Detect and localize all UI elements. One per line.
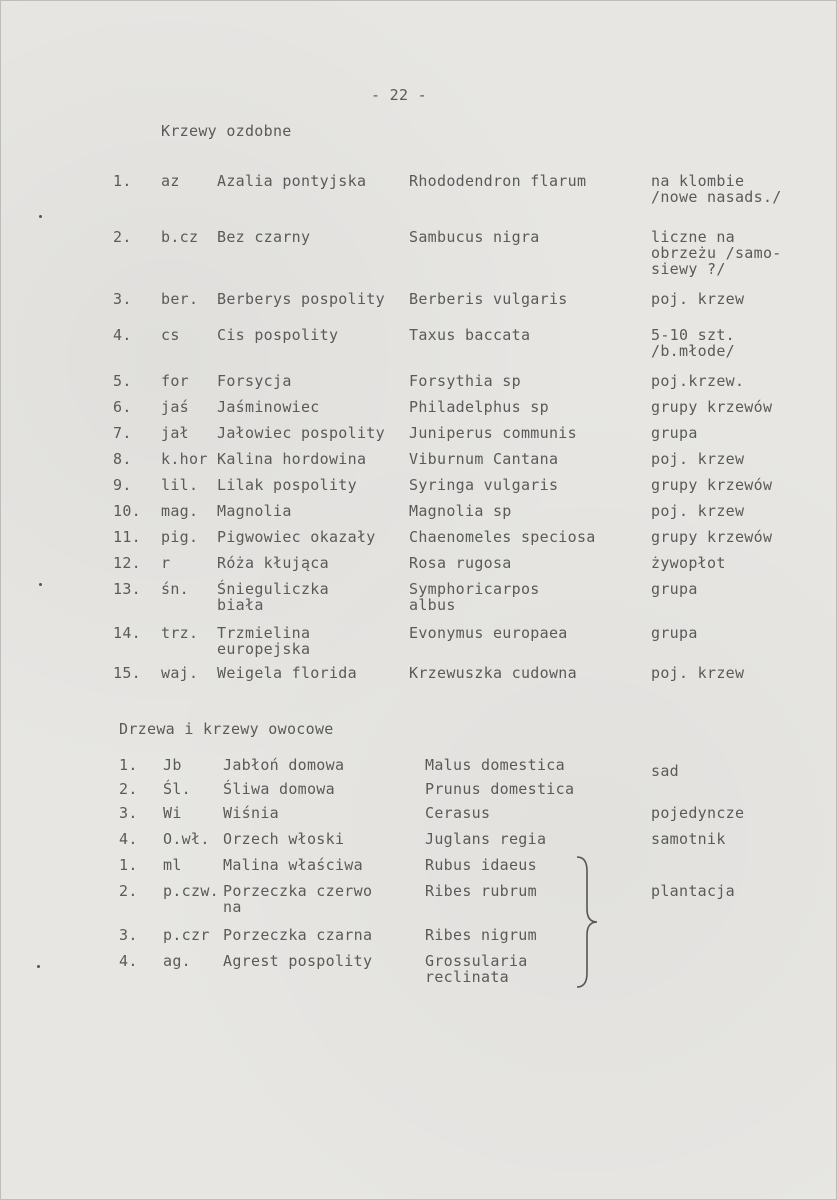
shrub-pl-cell: Śnieguliczka — [217, 580, 329, 598]
shrub-abbr-cell: lil. — [161, 476, 199, 494]
shrub-note-cell: żywopłot — [651, 554, 726, 572]
fruit-abbr-cell: Jb — [163, 756, 182, 774]
fruit-pl-cell: na — [223, 898, 242, 916]
shrub-abbr-cell: r — [161, 554, 171, 572]
fruit-note-cell: plantacja — [651, 882, 735, 900]
fruit-abbr-cell: Wi — [163, 804, 182, 822]
shrub-num-cell: 5. — [113, 372, 132, 390]
shrub-abbr-cell: mag. — [161, 502, 199, 520]
shrub-num-cell: 9. — [113, 476, 132, 494]
shrub-abbr-cell: śn. — [161, 580, 189, 598]
shrub-pl-cell: europejska — [217, 640, 311, 658]
fruit-pl-cell: Orzech włoski — [223, 830, 345, 848]
shrub-note-cell: grupy krzewów — [651, 398, 773, 416]
fruit-abbr-cell: Śl. — [163, 780, 191, 798]
shrub-note-cell: grupa — [651, 580, 698, 598]
shrub-num-cell: 8. — [113, 450, 132, 468]
fruit-pl-cell: Malina właściwa — [223, 856, 363, 874]
shrub-latin-cell: Philadelphus sp — [409, 398, 549, 416]
shrub-pl-cell: Cis pospolity — [217, 326, 339, 344]
fruit-abbr-cell: ml — [163, 856, 182, 874]
shrub-num-cell: 10. — [113, 502, 141, 520]
fruit-abbr-cell: ag. — [163, 952, 191, 970]
fruit-pl-cell: Porzeczka czarna — [223, 926, 373, 944]
fruit-note-cell: pojedyncze — [651, 804, 745, 822]
fruit-latin-cell: Malus domestica — [425, 756, 565, 774]
shrub-abbr-cell: k.hor — [161, 450, 208, 468]
shrub-pl-cell: Kalina hordowina — [217, 450, 367, 468]
shrub-pl-cell: Pigwowiec okazały — [217, 528, 376, 546]
shrub-note-cell: poj.krzew. — [651, 372, 745, 390]
shrub-note-cell: na klombie — [651, 172, 745, 190]
fruit-pl-cell: Agrest pospolity — [223, 952, 373, 970]
shrub-pl-cell: Forsycja — [217, 372, 292, 390]
fruit-abbr-cell: O.wł. — [163, 830, 210, 848]
shrub-note-cell: grupy krzewów — [651, 476, 773, 494]
fruit-num-cell: 3. — [119, 926, 138, 944]
section-heading-ornamental-shrubs: Krzewy ozdobne — [161, 122, 292, 140]
section-heading-fruit-trees-shrubs: Drzewa i krzewy owocowe — [119, 720, 334, 738]
shrub-num-cell: 6. — [113, 398, 132, 416]
shrub-latin-cell: Juniperus communis — [409, 424, 577, 442]
shrub-latin-cell: Symphoricarpos — [409, 580, 540, 598]
fruit-num-cell: 3. — [119, 804, 138, 822]
shrub-num-cell: 15. — [113, 664, 141, 682]
shrub-abbr-cell: trz. — [161, 624, 199, 642]
margin-mark — [39, 215, 42, 218]
fruit-abbr-cell: p.czr — [163, 926, 210, 944]
shrub-abbr-cell: b.cz — [161, 228, 199, 246]
shrub-note-cell: obrzeżu /samo- — [651, 244, 782, 262]
fruit-pl-cell: Śliwa domowa — [223, 780, 335, 798]
fruit-latin-cell: reclinata — [425, 968, 509, 986]
shrub-abbr-cell: ber. — [161, 290, 199, 308]
fruit-latin-cell: Juglans regia — [425, 830, 547, 848]
shrub-abbr-cell: waj. — [161, 664, 199, 682]
shrub-note-cell: 5-10 szt. — [651, 326, 735, 344]
page-number: - 22 - — [371, 86, 427, 104]
shrub-latin-cell: Evonymus europaea — [409, 624, 568, 642]
shrub-latin-cell: Taxus baccata — [409, 326, 531, 344]
shrub-latin-cell: Krzewuszka cudowna — [409, 664, 577, 682]
fruit-note-cell: samotnik — [651, 830, 726, 848]
fruit-latin-cell: Ribes nigrum — [425, 926, 537, 944]
shrub-latin-cell: Magnolia sp — [409, 502, 512, 520]
fruit-num-cell: 4. — [119, 952, 138, 970]
shrub-pl-cell: Magnolia — [217, 502, 292, 520]
fruit-note-cell: sad — [651, 762, 679, 780]
shrub-pl-cell: Berberys pospolity — [217, 290, 385, 308]
shrub-num-cell: 12. — [113, 554, 141, 572]
shrub-abbr-cell: jał — [161, 424, 189, 442]
fruit-abbr-cell: p.czw. — [163, 882, 219, 900]
shrub-pl-cell: Azalia pontyjska — [217, 172, 367, 190]
fruit-num-cell: 2. — [119, 780, 138, 798]
fruit-num-cell: 2. — [119, 882, 138, 900]
fruit-num-cell: 1. — [119, 856, 138, 874]
fruit-latin-cell: Grossularia — [425, 952, 528, 970]
fruit-num-cell: 1. — [119, 756, 138, 774]
shrub-note-cell: grupa — [651, 624, 698, 642]
margin-mark — [39, 583, 42, 586]
shrub-note-cell: poj. krzew — [651, 664, 745, 682]
fruit-pl-cell: Wiśnia — [223, 804, 279, 822]
shrub-pl-cell: Lilak pospolity — [217, 476, 357, 494]
shrub-pl-cell: Trzmielina — [217, 624, 311, 642]
fruit-latin-cell: Cerasus — [425, 804, 491, 822]
shrub-pl-cell: Weigela florida — [217, 664, 357, 682]
fruit-pl-cell: Jabłoń domowa — [223, 756, 345, 774]
shrub-note-cell: siewy ?/ — [651, 260, 726, 278]
shrub-note-cell: grupa — [651, 424, 698, 442]
shrub-latin-cell: Viburnum Cantana — [409, 450, 559, 468]
fruit-num-cell: 4. — [119, 830, 138, 848]
shrub-latin-cell: albus — [409, 596, 456, 614]
shrub-note-cell: poj. krzew — [651, 450, 745, 468]
fruit-pl-cell: Porzeczka czerwo — [223, 882, 373, 900]
shrub-pl-cell: Jałowiec pospolity — [217, 424, 385, 442]
margin-mark — [37, 965, 40, 968]
shrub-num-cell: 14. — [113, 624, 141, 642]
shrub-latin-cell: Rhododendron flarum — [409, 172, 587, 190]
shrub-latin-cell: Chaenomeles speciosa — [409, 528, 596, 546]
shrub-num-cell: 13. — [113, 580, 141, 598]
shrub-latin-cell: Syringa vulgaris — [409, 476, 559, 494]
shrub-latin-cell: Sambucus nigra — [409, 228, 540, 246]
shrub-num-cell: 2. — [113, 228, 132, 246]
shrub-num-cell: 1. — [113, 172, 132, 190]
shrub-latin-cell: Forsythia sp — [409, 372, 521, 390]
shrub-num-cell: 11. — [113, 528, 141, 546]
shrub-abbr-cell: for — [161, 372, 189, 390]
fruit-latin-cell: Rubus idaeus — [425, 856, 537, 874]
shrub-num-cell: 3. — [113, 290, 132, 308]
fruit-latin-cell: Prunus domestica — [425, 780, 575, 798]
shrub-abbr-cell: cs — [161, 326, 180, 344]
shrub-note-cell: /nowe nasads./ — [651, 188, 782, 206]
shrub-num-cell: 7. — [113, 424, 132, 442]
shrub-note-cell: grupy krzewów — [651, 528, 773, 546]
fruit-latin-cell: Ribes rubrum — [425, 882, 537, 900]
curly-brace-icon — [573, 853, 603, 991]
shrub-num-cell: 4. — [113, 326, 132, 344]
shrub-latin-cell: Rosa rugosa — [409, 554, 512, 572]
shrub-note-cell: poj. krzew — [651, 290, 745, 308]
shrub-pl-cell: Róża kłująca — [217, 554, 329, 572]
shrub-pl-cell: biała — [217, 596, 264, 614]
shrub-pl-cell: Bez czarny — [217, 228, 311, 246]
shrub-pl-cell: Jaśminowiec — [217, 398, 320, 416]
shrub-abbr-cell: pig. — [161, 528, 199, 546]
shrub-latin-cell: Berberis vulgaris — [409, 290, 568, 308]
shrub-note-cell: liczne na — [651, 228, 735, 246]
shrub-note-cell: poj. krzew — [651, 502, 745, 520]
shrub-note-cell: /b.młode/ — [651, 342, 735, 360]
shrub-abbr-cell: az — [161, 172, 180, 190]
shrub-abbr-cell: jaś — [161, 398, 189, 416]
